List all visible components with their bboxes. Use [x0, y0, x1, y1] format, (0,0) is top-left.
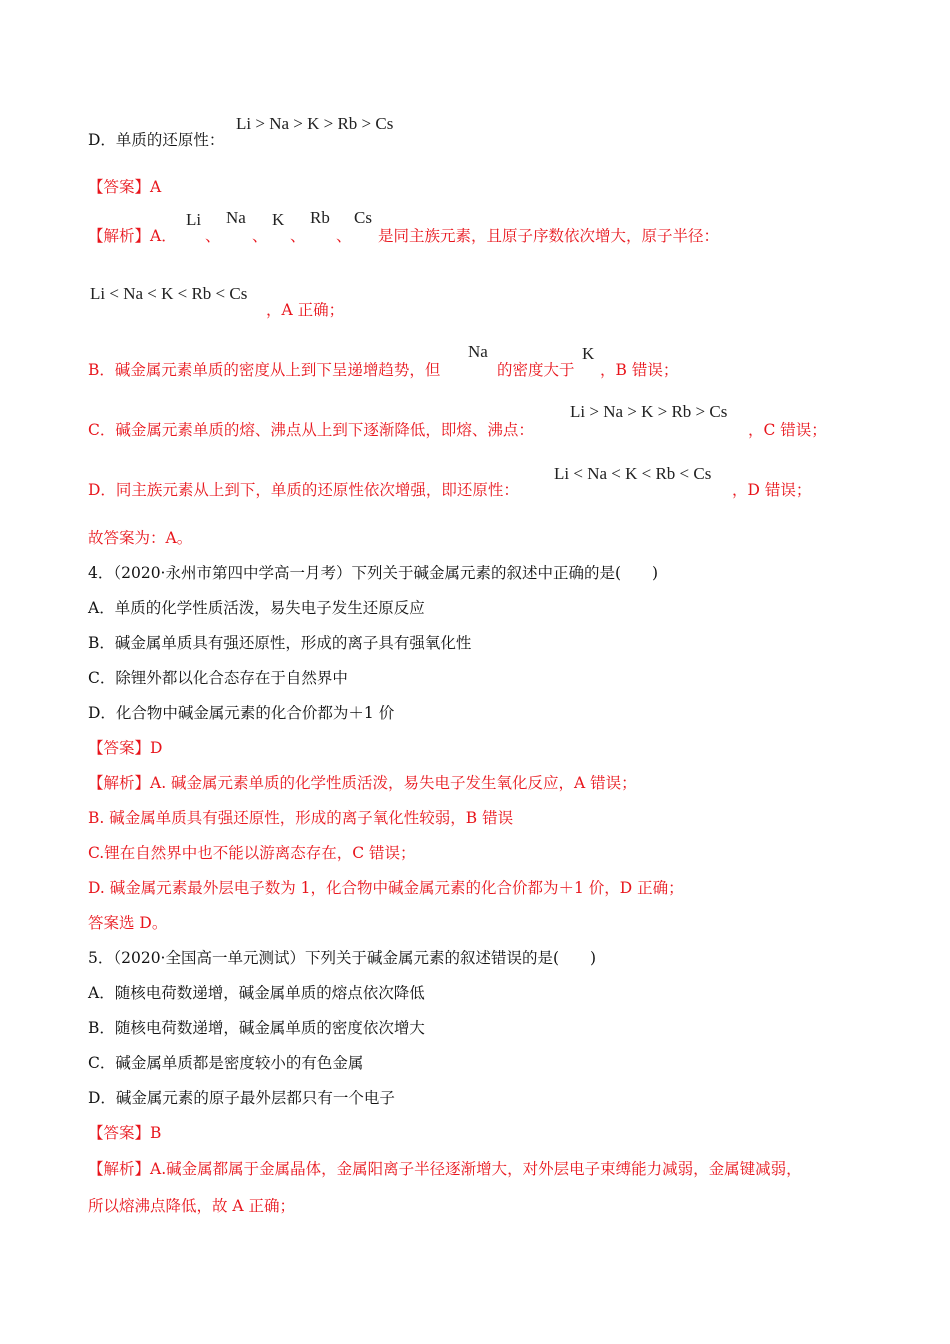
- element-rb: Rb: [310, 208, 330, 227]
- element-k: K: [272, 210, 285, 229]
- answer-q5: 【答案】B: [88, 1124, 162, 1142]
- q5-option-c: C．碱金属单质都是密度较小的有色金属: [88, 1054, 364, 1072]
- radius-formula: Li < Na < K < Rb < Cs: [90, 284, 248, 303]
- reducibility-order-formula: Li < Na < K < Rb < Cs: [554, 464, 712, 483]
- question-5-stem: 5．（2020·全国高一单元测试）下列关于碱金属元素的叙述错误的是( ): [88, 949, 597, 967]
- analysis-b-end: ，B 错误；: [600, 361, 679, 379]
- a-correct: ，A 正确；: [266, 301, 345, 319]
- q4-analysis-c: C.锂在自然界中也不能以游离态存在，C 错误；: [88, 844, 416, 862]
- element-li: Li: [186, 210, 202, 229]
- separator: 、: [290, 227, 306, 245]
- reducibility-formula: Li > Na > K > Rb > Cs: [236, 114, 394, 133]
- analysis-tail-q3: 是同主族元素，且原子序数依次增大，原子半径：: [378, 227, 720, 245]
- q4-option-a: A．单质的化学性质活泼，易失电子发生还原反应: [88, 599, 425, 617]
- conclusion-q3: 故答案为：A。: [88, 529, 193, 547]
- analysis-c-q3: C．碱金属元素单质的熔、沸点从上到下逐渐降低，即熔、沸点：: [88, 421, 534, 439]
- option-d-label: D．单质的还原性：: [88, 131, 225, 149]
- analysis-d-end: ，D 错误；: [732, 481, 812, 499]
- separator: 、: [252, 227, 268, 245]
- analysis-b-mid: 的密度大于: [497, 361, 575, 379]
- q5-analysis-line2: 所以熔沸点降低，故 A 正确；: [88, 1197, 296, 1215]
- answer-q4: 【答案】D: [88, 739, 163, 757]
- analysis-b-q3: B．碱金属元素单质的密度从上到下呈递增趋势，但: [88, 361, 441, 379]
- answer-q3: 【答案】A: [88, 178, 162, 196]
- element-na-b: Na: [468, 342, 488, 361]
- melting-formula: Li > Na > K > Rb > Cs: [570, 402, 728, 421]
- analysis-head-q3: 【解析】A．: [88, 227, 177, 245]
- q5-option-a: A．随核电荷数递增，碱金属单质的熔点依次降低: [88, 984, 425, 1002]
- q4-option-d: D．化合物中碱金属元素的化合价都为＋1 价: [88, 704, 395, 722]
- q5-analysis-line1: 【解析】A.碱金属都属于金属晶体，金属阳离子半径逐渐增大，对外层电子束缚能力减弱，金属键减弱，: [88, 1160, 802, 1178]
- q5-option-d: D．碱金属元素的原子最外层都只有一个电子: [88, 1089, 395, 1107]
- element-na: Na: [226, 208, 246, 227]
- analysis-c-end: ，C 错误；: [748, 421, 827, 439]
- q4-option-b: B．碱金属单质具有强还原性，形成的离子具有强氧化性: [88, 634, 472, 652]
- q4-analysis-d: D. 碱金属元素最外层电子数为 1，化合物中碱金属元素的化合价都为＋1 价，D 正确；: [88, 879, 684, 897]
- separator: 、: [336, 227, 352, 245]
- analysis-d-q3: D．同主族元素从上到下，单质的还原性依次增强，即还原性：: [88, 481, 519, 499]
- q4-option-c: C．除锂外都以化合态存在于自然界中: [88, 669, 348, 687]
- q4-conclusion: 答案选 D。: [88, 914, 168, 932]
- q4-analysis-a: 【解析】A. 碱金属元素单质的化学性质活泼，易失电子发生氧化反应，A 错误；: [88, 774, 637, 792]
- element-k-b: K: [582, 344, 595, 363]
- question-4-stem: 4．（2020·永州市第四中学高一月考）下列关于碱金属元素的叙述中正确的是( ): [88, 564, 659, 582]
- separator: 、: [205, 227, 221, 245]
- q4-analysis-b: B. 碱金属单质具有强还原性，形成的离子氧化性较弱，B 错误: [88, 809, 514, 827]
- element-cs: Cs: [354, 208, 372, 227]
- q5-option-b: B．随核电荷数递增，碱金属单质的密度依次增大: [88, 1019, 425, 1037]
